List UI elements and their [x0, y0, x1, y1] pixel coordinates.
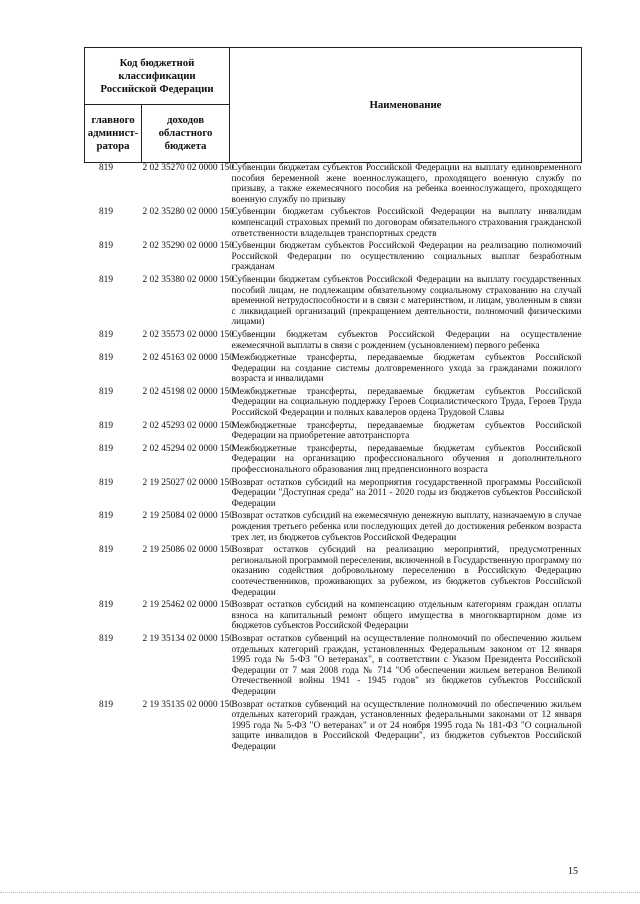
admin-code-cell: 819 [98, 207, 114, 218]
table-row [85, 600, 582, 634]
table-row [85, 444, 582, 478]
admin-code-cell: 819 [98, 329, 114, 340]
income-code-cell: 2 02 45198 02 0000 150 [142, 386, 234, 397]
admin-code-cell: 819 [98, 477, 114, 488]
table-row [85, 634, 582, 700]
income-code-cell: 2 02 35290 02 0000 150 [142, 241, 234, 252]
item-name-cell: Межбюджетные трансферты, передаваемые бюджетам субъектов Российской Федерации на социальную поддержку Героев Социалистического Труда, Героев Труда Российской Федерации и полных кавалеров ордена Трудовой Славы [231, 386, 582, 419]
admin-code-cell: 819 [98, 274, 114, 285]
income-code-cell: 2 02 35270 02 0000 150 [142, 163, 234, 173]
item-name-cell: Субвенции бюджетам субъектов Российской Федерации на выплату инвалидам компенсаций страховых премий по договорам обязательного страхования гражданской ответственности владельцев транспортных средств [231, 207, 582, 239]
income-code-cell: 2 19 25086 02 0000 150 [142, 545, 234, 556]
admin-code-cell: 819 [98, 386, 114, 397]
item-name-cell: Межбюджетные трансферты, передаваемые бюджетам субъектов Российской Федерации на создание системы долговременного ухода за гражданами пожилого возраста и инвалидами [231, 353, 582, 385]
name-column-header: Наименование [230, 48, 582, 163]
table-row [85, 511, 582, 545]
bottom-scan-rule [0, 892, 640, 893]
table-row [85, 275, 582, 330]
table-row [85, 330, 582, 353]
item-name-cell: Субвенции бюджетам субъектов Российской Федерации на выплату государственных пособий лицам, не подлежащим обязательному социальному страхованию на случай временной нетрудоспособности и в связи с материнством, и лицам, уволенным в связи с ликвидацией организаций (прекращением деятельности, полномочий физическими лицами) [231, 274, 582, 328]
budget-classification-table [84, 47, 582, 754]
item-name-cell: Субвенции бюджетам субъектов Российской Федерации на реализацию полномочий Российской Федерации по осуществлению социальных выплат безработным гражданам [231, 241, 582, 273]
income-code-cell: 2 19 35135 02 0000 150 [142, 699, 234, 710]
table-row [85, 545, 582, 600]
admin-code-cell: 819 [98, 420, 114, 431]
income-code-cell: 2 02 35280 02 0000 150 [142, 207, 234, 218]
item-name-cell: Возврат остатков субсидий на мероприятия государственной программы Российской Федерации "Доступная среда" на 2011 - 2020 годы из бюджетов субъектов Российской Федерации [231, 477, 582, 509]
table-row [85, 207, 582, 241]
income-code-cell: 2 02 35573 02 0000 150 [142, 329, 234, 340]
item-name-cell: Межбюджетные трансферты, передаваемые бюджетам субъектов Российской Федерации на приобретение автотранспорта [231, 420, 582, 442]
income-code-cell: 2 19 35134 02 0000 150 [142, 633, 234, 644]
income-code-cell: 2 19 25462 02 0000 150 [142, 600, 234, 611]
income-code-cell: 2 02 45163 02 0000 150 [142, 353, 234, 364]
table-header [85, 48, 582, 163]
admin-code-cell: 819 [98, 633, 114, 644]
admin-column-header: главного админист-ратора [85, 105, 142, 163]
item-name-cell: Возврат остатков субвенций на осуществление полномочий по обеспечению жильем отдельных категорий граждан, установленных Федеральным законом от 12 января 1995 года № 5-ФЗ "О ветеранах", в соответствии с Указом Президента Российской Федерации от 7 мая 2008 года № 714 "Об обеспечении жильем ветеранов Великой Отечественной войны 1941 - 1945 годов" из бюджетов субъектов Российской Федерации [231, 633, 582, 697]
admin-code-cell: 819 [98, 699, 114, 710]
income-code-cell: 2 02 45294 02 0000 150 [142, 443, 234, 454]
table-row [85, 478, 582, 512]
table-row [85, 700, 582, 755]
item-name-cell: Субвенции бюджетам субъектов Российской Федерации на выплату единовременного пособия беременной жене военнослужащего, проходящего военную службу по призыву, а также ежемесячного пособия на ребенка военнослужащего, проходящего военную службу по призыву [231, 163, 582, 205]
income-code-cell: 2 19 25027 02 0000 150 [142, 477, 234, 488]
item-name-cell: Возврат остатков субсидий на компенсацию отдельным категориям граждан оплаты взноса на капитальный ремонт общего имущества в многоквартирном доме из бюджетов субъектов Российской Федерации [231, 600, 582, 632]
item-name-cell: Возврат остатков субсидий на реализацию мероприятий, предусмотренных региональной программой переселения, включенной в Государственную программу по оказанию содействия добровольному переселению в Российскую Федерацию соотечественников, проживающих за рубежом, из бюджетов субъектов Российской Федерации [231, 545, 582, 598]
table-row [85, 387, 582, 421]
table-row [85, 163, 582, 208]
income-column-header: доходов областного бюджета [142, 105, 230, 163]
admin-code-cell: 819 [98, 443, 114, 454]
item-name-cell: Возврат остатков субвенций на осуществление полномочий по обеспечению жильем отдельных категорий граждан, установленных федеральными законами от 12 января 1995 года № 5-ФЗ "О ветеранах" и от 24 ноября 1995 года № 181-ФЗ "О социальной защите инвалидов в Российской Федерации", из бюджетов субъектов Российской Федерации [231, 699, 582, 752]
table-row [85, 353, 582, 387]
item-name-cell: Межбюджетные трансферты, передаваемые бюджетам субъектов Российской Федерации на организацию профессионального обучения и дополнительного профессионального образования лиц предпенсионного возраста [231, 443, 582, 476]
admin-code-cell: 819 [98, 511, 114, 522]
page-number: 15 [568, 866, 578, 877]
admin-code-cell: 819 [98, 600, 114, 611]
admin-code-cell: 819 [98, 545, 114, 556]
income-code-cell: 2 19 25084 02 0000 150 [142, 511, 234, 522]
income-code-cell: 2 02 35380 02 0000 150 [142, 274, 234, 285]
admin-code-cell: 819 [98, 353, 114, 364]
table-row [85, 241, 582, 275]
admin-code-cell: 819 [98, 163, 114, 173]
income-code-cell: 2 02 45293 02 0000 150 [142, 420, 234, 431]
code-column-group-header: Код бюджетной классификации Российской Федерации [85, 48, 230, 105]
item-name-cell: Возврат остатков субсидий на ежемесячную денежную выплату, назначаемую в случае рождения третьего ребенка или последующих детей до достижения ребенком возраста трех лет, из бюджетов субъектов Российской Федерации [231, 511, 582, 543]
item-name-cell: Субвенции бюджетам субъектов Российской Федерации на осуществление ежемесячной выплаты в связи с рождением (усыновлением) первого ребенка [231, 329, 582, 351]
admin-code-cell: 819 [98, 241, 114, 252]
table-row [85, 421, 582, 444]
table-body [85, 163, 582, 755]
